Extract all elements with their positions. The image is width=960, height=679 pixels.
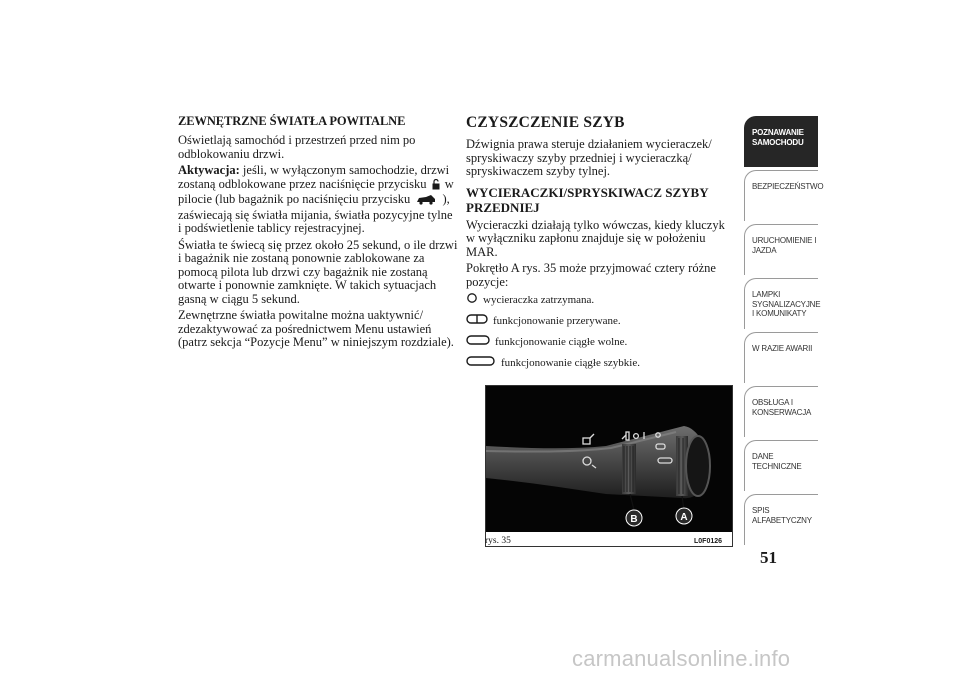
welcome-lights-intro: Oświetlają samochód i przestrzeń przed nim po odblokowaniu drzwi.: [178, 133, 416, 161]
unlock-icon: [432, 179, 440, 194]
trunk-icon: [415, 194, 437, 209]
wiper-fast-icon: [466, 355, 496, 370]
activation-paragraph: [178, 164, 458, 236]
wiper-stalk-figure: [485, 385, 733, 547]
wiper-slow-icon: [466, 334, 490, 349]
label-a: A: [680, 512, 688, 523]
tab-dane-techniczne[interactable]: [744, 440, 818, 491]
tab-label: URUCHOMIENIE I JAZDA: [752, 236, 817, 255]
tab-spis-alfabetyczny[interactable]: [744, 494, 818, 545]
mode-row-fast: [466, 355, 734, 370]
mode-slow-label: funkcjonowanie ciągłe wolne.: [495, 335, 628, 348]
figure-code: L0F0126: [694, 538, 723, 545]
page-number: 51: [760, 548, 777, 567]
mode-fast-label: funkcjonowanie ciągłe szybkie.: [501, 356, 640, 369]
welcome-lights-duration: Światła te świecą się przez około 25 sekund, o ile drzwi i bagażnik nie zostaną ponownie zablokowane za pomocą pilota lub drzwi czy bagażnik nie zostaną otwarte i ponownie zamknięte. W takich sytuacjach gasną w ciągu 5 sekund.: [178, 237, 458, 306]
ring-positions-intro: Pokrętło A rys. 35 może przyjmować cztery różne pozycje:: [466, 261, 716, 289]
watermark: carmanualsonline.info: [572, 646, 791, 671]
tab-bezpieczenstwo[interactable]: [744, 170, 824, 221]
mode-row-off: [466, 292, 734, 307]
tab-w-razie-awarii[interactable]: [744, 332, 818, 383]
welcome-lights-heading: ZEWNĘTRZNE ŚWIATŁA POWITALNE: [178, 114, 406, 128]
mode-off-label: wycieraczka zatrzymana.: [483, 293, 595, 306]
left-column: [178, 114, 458, 353]
stalk-ring-b: [622, 444, 636, 494]
tab-label: OBSŁUGA I KONSERWACJA: [752, 398, 812, 417]
right-column: [466, 114, 734, 376]
tab-poznawanie-samochodu[interactable]: [744, 116, 818, 167]
window-cleaning-heading: CZYSZCZENIE SZYB: [466, 114, 625, 131]
mode-row-intermittent: [466, 313, 734, 328]
mode-row-slow: [466, 334, 734, 349]
wiper-intermittent-icon: [466, 313, 488, 328]
tab-label: W RAZIE AWARII: [752, 344, 813, 353]
welcome-lights-menu-note: Zewnętrzne światła powitalne można uaktywnić/ zdezaktywować za pośrednictwem Menu ustawień (patrz sekcja “Pozycje Menu” w niniejszym rozdziale).: [178, 308, 454, 349]
front-wiper-key-note: Wycieraczki działają tylko wówczas, kiedy kluczyk w wyłączniku zapłonu znajduje się w położeniu MAR.: [466, 217, 725, 259]
label-b: B: [630, 514, 638, 525]
chapter-tabs: [744, 116, 824, 548]
tab-label: DANE TECHNICZNE: [752, 452, 802, 471]
tab-uruchomienie-jazda[interactable]: [744, 224, 818, 275]
activation-label: Aktywacja:: [178, 163, 240, 177]
tab-label: BEZPIECZEŃSTWO: [752, 182, 824, 191]
wiper-stalk-illustration: [486, 386, 732, 546]
tab-label: SPIS ALFABETYCZNY: [752, 506, 812, 525]
activation-text-1: jeśli, w wyłączonym samochodzie, drzwi zostaną odblokowane przez naciśnięcie przycisku: [178, 163, 450, 191]
figure-caption: rys. 35: [485, 536, 511, 546]
wiper-off-icon: [466, 292, 478, 307]
tab-label: POZNAWANIE SAMOCHODU: [752, 128, 804, 147]
front-wiper-heading: WYCIERACZKI/SPRYSKIWACZ SZYBY PRZEDNIEJ: [466, 184, 709, 215]
tab-obsluga-konserwacja[interactable]: [744, 386, 818, 437]
activation-text-2: w pilocie (lub bagażnik po naciśnięciu przycisku: [178, 176, 454, 206]
tab-label: LAMPKI SYGNALIZACYJNE I KOMUNIKATY: [752, 290, 821, 318]
tab-lampki-sygnalizacyjne[interactable]: [744, 278, 821, 329]
mode-intermittent-label: funkcjonowanie przerywane.: [493, 314, 621, 327]
window-cleaning-intro: Dźwignia prawa steruje działaniem wycieraczek/ spryskiwaczy szyby przedniej i wycieraczką/ spryskiwaczem szyby tylnej.: [466, 137, 712, 178]
activation-text-3: ), zaświecają się światła mijania, światła pozycyjne tylne i podświetlenie tablicy rejestracyjnej.: [178, 192, 453, 235]
